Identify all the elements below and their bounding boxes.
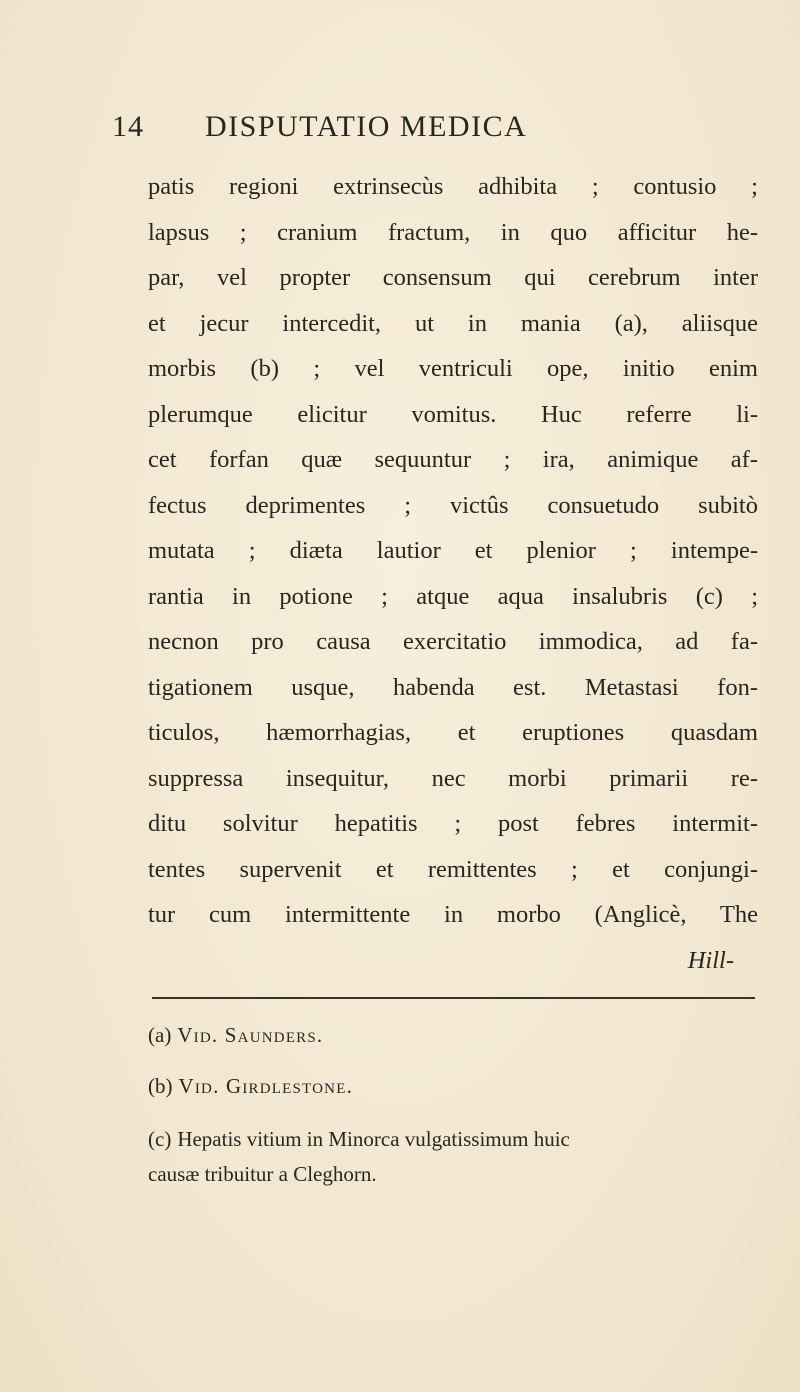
footnote-a [148, 1023, 323, 1048]
footnote-c-continuation [148, 1162, 377, 1187]
running-title: DISPUTATIO MEDICA [205, 110, 528, 143]
text-line: necnon pro causa exercitatio immodica, ad fa- [148, 628, 758, 655]
text-line: fectus deprimentes ; victûs consuetudo subitò [148, 491, 758, 519]
footnote-text: causæ tribuitur a Cleghorn. [148, 1162, 377, 1186]
text-line: et jecur intercedit, ut in mania (a), aliisque [148, 309, 758, 337]
footnote-c [148, 1127, 570, 1152]
footnote-text: Hepatis vitium in Minorca vulgatissimum huic [177, 1127, 570, 1151]
text-line: lapsus ; cranium fractum, in quo afficitur he- [148, 218, 758, 246]
text-line: ditu solvitur hepatitis ; post febres intermit- [148, 810, 758, 837]
text-line: cet forfan quæ sequuntur ; ira, animique af- [148, 446, 758, 473]
catchword: Hill- [687, 946, 734, 974]
main-text [148, 164, 758, 983]
text-line: plerumque elicitur vomitus. Huc referre li- [148, 400, 758, 428]
text-line: rantia in potione ; atque aqua insalubris (c) ; [148, 582, 758, 610]
footnote-divider [152, 997, 755, 999]
text-line: ticulos, hæmorrhagias, et eruptiones quasdam [148, 719, 758, 746]
text-line: tur cum intermittente in morbo (Anglicè, The [148, 901, 758, 928]
page-header [0, 108, 800, 148]
text-line: tigationem usque, habenda est. Metastasi fon- [148, 673, 758, 701]
text-line: par, vel propter consensum qui cerebrum inter [148, 264, 758, 291]
text-line: morbis (b) ; vel ventriculi ope, initio enim [148, 355, 758, 382]
text-line: mutata ; diæta lautior et plenior ; intempe- [148, 537, 758, 564]
footnote-text: Vid. Saunders. [177, 1023, 324, 1047]
footnote-label: (b) [148, 1074, 173, 1098]
footnote-label: (c) [148, 1127, 172, 1151]
page-number: 14 [112, 110, 144, 143]
text-line: suppressa insequitur, nec morbi primarii re- [148, 764, 758, 792]
footnote-label: (a) [148, 1023, 172, 1047]
text-line: patis regioni extrinsecùs adhibita ; contusio ; [148, 173, 758, 200]
text-line: tentes supervenit et remittentes ; et conjungi- [148, 855, 758, 883]
footnote-text: Vid. Girdlestone. [178, 1074, 354, 1098]
footnote-b [148, 1074, 353, 1099]
